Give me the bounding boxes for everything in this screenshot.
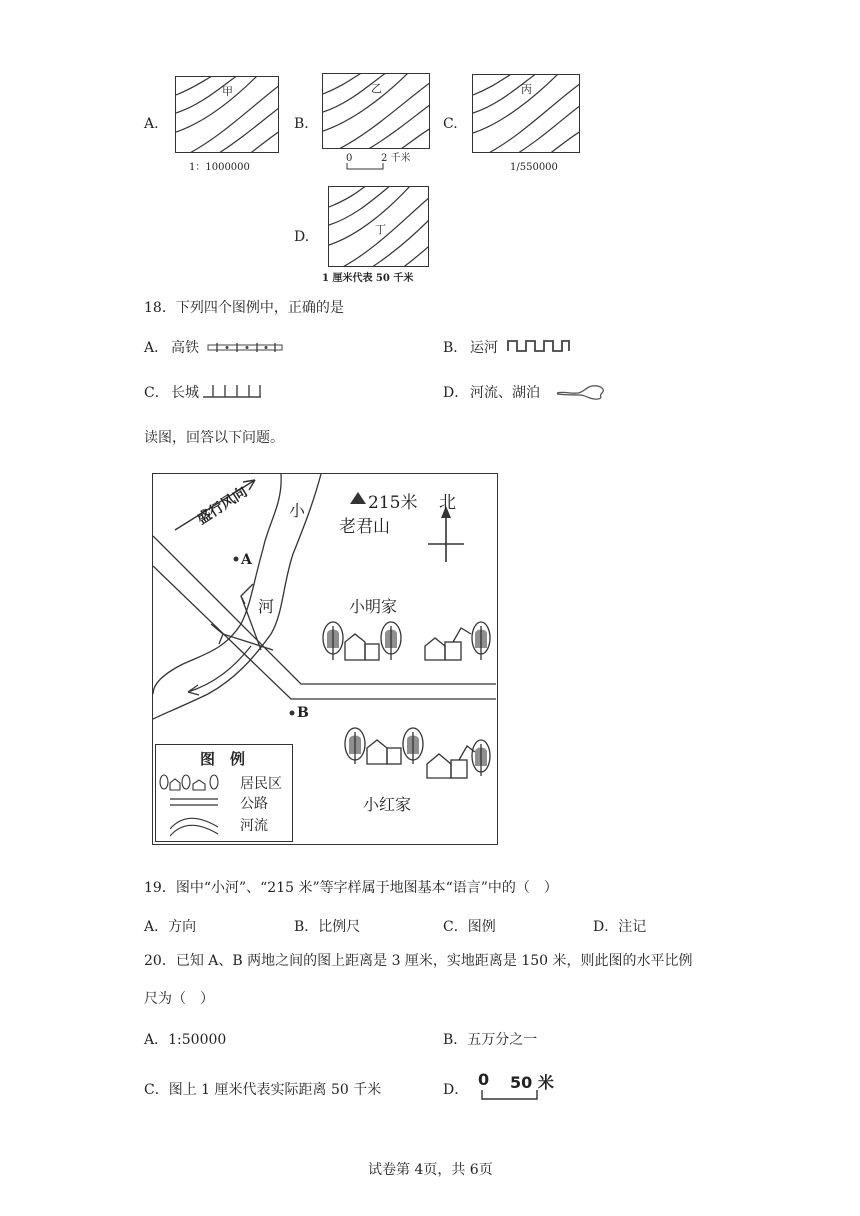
scale-bar-icon <box>481 1090 541 1102</box>
option-letter: D. <box>294 229 310 245</box>
option-letter: A． <box>144 1032 169 1048</box>
option-text: 五万分之一 <box>467 1032 538 1048</box>
contour-map-jia <box>175 76 279 153</box>
option-text: 注记 <box>618 919 647 935</box>
q20-stem-line1: 20．已知 A、B 两地之间的图上距离是 3 厘米，实地距离是 150 米，则此图的水平比例 <box>144 953 693 969</box>
map-label: 丙 <box>521 83 532 96</box>
river-label-2: 河 <box>258 597 275 616</box>
option-text: 高铁 <box>171 340 199 356</box>
reading-intro: 读图，回答以下问题。 <box>144 430 284 446</box>
contour-map-bing <box>472 74 580 153</box>
river-label-1: 小 <box>289 501 306 520</box>
option-letter: A． <box>144 340 169 356</box>
option-letter: C． <box>443 919 468 935</box>
river-lake-symbol-icon <box>556 383 610 401</box>
peak-elevation: 215米 <box>368 493 418 513</box>
map-legend <box>155 744 293 842</box>
scale-text: 1 厘米代表 50 千米 <box>322 273 414 284</box>
option-letter: C． <box>144 385 169 401</box>
option-text: 1:50000 <box>168 1032 227 1048</box>
north-label: 北 <box>439 493 456 513</box>
point-b-label: B <box>297 705 309 721</box>
scale-zero: 0 <box>478 1070 490 1089</box>
legend-label-residential: 居民区 <box>240 776 282 792</box>
scale-zero: 0 <box>346 153 353 164</box>
residential-area-icon <box>159 773 221 791</box>
xiaoming-home-label: 小明家 <box>349 597 398 616</box>
xiaohong-home-label: 小红家 <box>363 795 412 814</box>
scale-bar-icon <box>346 163 386 171</box>
legend-label-river: 河流 <box>240 818 268 834</box>
contour-map-yi <box>322 73 430 149</box>
road-icon <box>170 797 220 807</box>
option-text: 长城 <box>171 385 199 401</box>
q20-option-c <box>144 1080 381 1100</box>
scale-value: 50 米 <box>510 1073 554 1092</box>
wind-label: 盛行风向 <box>194 484 251 528</box>
map-label: 甲 <box>222 85 233 98</box>
q19-stem: 19．图中“小河”、“215 米”等字样属于地图基本“语言”中的（ ） <box>144 880 558 896</box>
option-letter: B. <box>294 116 309 132</box>
option-text: 图上 1 厘米代表实际距离 50 千米 <box>168 1082 382 1098</box>
village-map <box>152 473 498 845</box>
option-letter: B． <box>443 340 468 356</box>
option-text: 方向 <box>168 919 197 935</box>
page-footer: 试卷第 4页，共 6页 <box>368 1162 493 1178</box>
q19-option-d <box>593 917 646 937</box>
option-text: 图例 <box>467 919 496 935</box>
high-speed-rail-symbol-icon <box>207 343 285 353</box>
canal-symbol-icon <box>507 339 571 353</box>
q18-stem: 18．下列四个图例中，正确的是 <box>144 300 344 316</box>
option-letter: C． <box>144 1082 169 1098</box>
q19-option-c <box>443 917 496 937</box>
q20-option-a <box>144 1030 226 1050</box>
peak-icon <box>350 492 366 504</box>
option-letter: D． <box>443 1082 469 1098</box>
option-letter: A． <box>144 919 169 935</box>
great-wall-symbol-icon <box>203 383 263 399</box>
legend-label-road: 公路 <box>240 796 268 812</box>
scale-text: 1：1000000 <box>189 162 250 173</box>
peak-name: 老君山 <box>339 517 390 537</box>
option-text: 河流、湖泊 <box>470 385 540 401</box>
scale-value: 2 千米 <box>381 153 411 164</box>
q20-option-b <box>443 1030 537 1050</box>
legend-title: 图 例 <box>200 750 246 768</box>
option-text: 比例尺 <box>318 919 361 935</box>
option-letter: A. <box>144 116 159 132</box>
point-a-label: A <box>241 552 252 568</box>
option-letter: B． <box>294 919 319 935</box>
map-label: 乙 <box>371 82 382 95</box>
option-text: 运河 <box>470 340 498 356</box>
contour-map-ding <box>328 186 429 267</box>
xiaohong-residential-icon <box>343 724 493 780</box>
river-icon <box>170 815 220 837</box>
option-letter: D． <box>443 385 469 401</box>
xiaoming-residential-icon <box>321 616 495 664</box>
map-label: 丁 <box>375 223 386 236</box>
option-letter: C. <box>443 116 458 132</box>
option-letter: D． <box>593 919 619 935</box>
q19-option-b <box>294 917 360 937</box>
q20-stem-line2: 尺为（ ） <box>144 991 214 1007</box>
q19-option-a <box>144 917 196 937</box>
option-letter: B． <box>443 1032 468 1048</box>
scale-text: 1/550000 <box>510 162 558 173</box>
